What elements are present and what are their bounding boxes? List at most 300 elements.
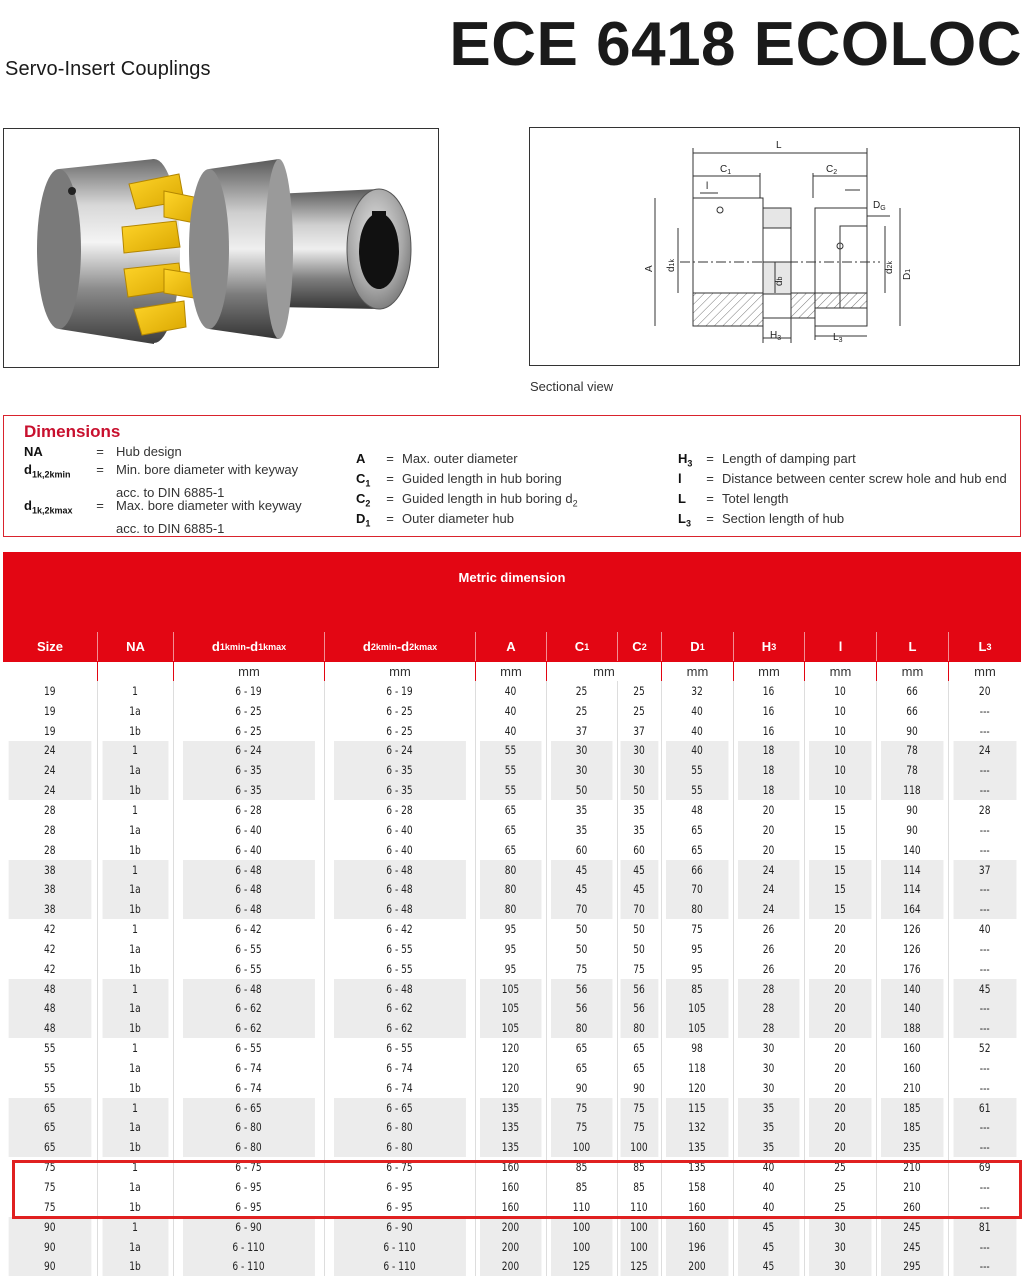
table-cell: 24 bbox=[737, 879, 799, 899]
table-cell: 20 bbox=[737, 800, 799, 820]
table-cell: 26 bbox=[737, 939, 799, 959]
table-cell: 65 bbox=[9, 1098, 92, 1118]
table-cell: 50 bbox=[550, 919, 612, 939]
table-cell: 210 bbox=[880, 1157, 943, 1177]
svg-text:C2: $C_2$ bbox=[826, 164, 838, 176]
table-cell: 6 - 95 bbox=[333, 1177, 466, 1197]
legend-d-min: $d_{1k,2kmin}$ = Min. bore diameter with keyway acc. to DIN 6885-1 bbox=[24, 462, 299, 500]
table-cell: 158 bbox=[665, 1177, 728, 1197]
table-cell: 1b bbox=[102, 840, 169, 860]
table-cell: 6 - 80 bbox=[333, 1118, 466, 1138]
table-cell: 1b bbox=[102, 721, 169, 741]
table-cell: 160 bbox=[880, 1038, 943, 1058]
table-cell: 1b bbox=[102, 1078, 169, 1098]
table-cell: 105 bbox=[479, 1018, 541, 1038]
table-cell: 81 bbox=[952, 1217, 1016, 1237]
table-cell: 40 bbox=[737, 1177, 799, 1197]
table-cell: 6 - 19 bbox=[333, 681, 466, 701]
table-cell: 30 bbox=[737, 1058, 799, 1078]
table-cell: 6 - 48 bbox=[182, 879, 315, 899]
table-cell: 95 bbox=[479, 919, 541, 939]
col-size: Size bbox=[36, 639, 63, 654]
table-cell: 28 bbox=[737, 999, 799, 1019]
table-cell: 42 bbox=[43, 961, 56, 976]
table-cell: 75 bbox=[43, 1199, 56, 1214]
table-cell: 6 - 25 bbox=[333, 721, 466, 741]
table-cell: 200 bbox=[479, 1217, 541, 1237]
table-cell: 1 bbox=[102, 919, 169, 939]
svg-text:db: db bbox=[774, 276, 785, 286]
table-cell: 6 - 110 bbox=[182, 1256, 315, 1276]
table-cell: 6 - 42 bbox=[182, 919, 315, 939]
table-cell: 6 - 75 bbox=[182, 1157, 315, 1177]
table-row bbox=[3, 820, 1021, 840]
svg-text:d2k: d2k bbox=[884, 261, 895, 274]
table-cell: 20 bbox=[737, 820, 799, 840]
table-cell: 140 bbox=[880, 840, 943, 860]
unit-h3: mm bbox=[733, 661, 804, 681]
table-cell: 15 bbox=[808, 800, 871, 820]
table-cell: 6 - 62 bbox=[333, 999, 466, 1019]
table-cell: 1a bbox=[102, 1058, 169, 1078]
table-cell: 6 - 95 bbox=[333, 1197, 466, 1217]
table-cell: 32 bbox=[665, 681, 728, 701]
table-cell: 15 bbox=[808, 860, 871, 880]
table-cell: 1 bbox=[102, 681, 169, 701]
table-cell: 35 bbox=[550, 820, 612, 840]
table-cell: 26 bbox=[737, 959, 799, 979]
table-cell: 75 bbox=[620, 1118, 659, 1138]
table-cell: 45 bbox=[952, 979, 1016, 999]
table-cell: 6 - 40 bbox=[182, 840, 315, 860]
table-cell: 30 bbox=[808, 1217, 871, 1237]
table-cell: 30 bbox=[808, 1237, 871, 1257]
table-cell: 45 bbox=[737, 1217, 799, 1237]
table-cell: 85 bbox=[620, 1177, 659, 1197]
table-cell: 56 bbox=[550, 979, 612, 999]
table-cell: --- bbox=[952, 1177, 1016, 1197]
table-cell: 132 bbox=[665, 1118, 728, 1138]
table-cell: 35 bbox=[550, 800, 612, 820]
table-cell: 40 bbox=[665, 701, 728, 721]
table-cell: 65 bbox=[9, 1118, 92, 1138]
table-cell: 1a bbox=[102, 760, 169, 780]
table-cell: 105 bbox=[665, 1018, 728, 1038]
table-cell: 75 bbox=[550, 959, 612, 979]
unit-d2k: mm bbox=[324, 661, 475, 681]
table-cell: 1b bbox=[102, 1256, 169, 1276]
table-cell: 10 bbox=[808, 721, 871, 741]
svg-text:DG: $D_G$ bbox=[873, 200, 886, 212]
table-cell: 35 bbox=[737, 1098, 799, 1118]
table-cell: 65 bbox=[550, 1038, 612, 1058]
table-cell: 65 bbox=[665, 820, 728, 840]
table-cell: 20 bbox=[808, 999, 871, 1019]
table-cell: --- bbox=[952, 1237, 1016, 1257]
table-cell: --- bbox=[952, 959, 1016, 979]
table-cell: 25 bbox=[620, 681, 659, 701]
table-cell: 65 bbox=[479, 840, 541, 860]
table-cell: 56 bbox=[620, 999, 659, 1019]
table-cell: 6 - 75 bbox=[333, 1157, 466, 1177]
table-cell: 18 bbox=[737, 741, 799, 761]
table-cell: 20 bbox=[808, 1038, 871, 1058]
table-cell: 6 - 55 bbox=[182, 1038, 315, 1058]
table-cell: 48 bbox=[9, 1018, 92, 1038]
page-subtitle: Servo-Insert Couplings bbox=[5, 58, 211, 80]
table-cell: 6 - 25 bbox=[182, 701, 315, 721]
table-cell: 6 - 80 bbox=[182, 1118, 315, 1138]
table-cell: 1 bbox=[102, 860, 169, 880]
table-cell: 35 bbox=[737, 1118, 799, 1138]
table-cell: 20 bbox=[808, 1078, 871, 1098]
table-cell: 90 bbox=[550, 1078, 612, 1098]
table-cell: 66 bbox=[880, 681, 943, 701]
table-cell: --- bbox=[952, 899, 1016, 919]
table-cell: 6 - 110 bbox=[333, 1256, 466, 1276]
table-cell: 20 bbox=[737, 840, 799, 860]
table-cell: 20 bbox=[808, 1098, 871, 1118]
table-cell: 196 bbox=[665, 1237, 728, 1257]
table-cell: 50 bbox=[550, 939, 612, 959]
table-cell: 100 bbox=[620, 1137, 659, 1157]
table-row bbox=[3, 840, 1021, 860]
table-cell: 25 bbox=[808, 1177, 871, 1197]
table-cell: --- bbox=[952, 840, 1016, 860]
table-cell: 85 bbox=[620, 1157, 659, 1177]
table-cell: 25 bbox=[620, 701, 659, 721]
table-cell: 55 bbox=[479, 780, 541, 800]
col-c2: C 2 bbox=[617, 632, 661, 661]
table-cell: 1b bbox=[102, 1197, 169, 1217]
col-h3: H 3 bbox=[733, 632, 804, 661]
legend-na: NA = Hub design bbox=[24, 444, 182, 459]
table-row bbox=[3, 1118, 1021, 1138]
table-cell: 80 bbox=[620, 1018, 659, 1038]
table-cell: 135 bbox=[665, 1157, 728, 1177]
table-cell: 18 bbox=[737, 760, 799, 780]
table-row bbox=[3, 1177, 1021, 1197]
table-cell: 6 - 48 bbox=[333, 979, 466, 999]
table-cell: 1b bbox=[102, 1137, 169, 1157]
table-cell: 20 bbox=[808, 1018, 871, 1038]
table-cell: 6 - 24 bbox=[333, 741, 466, 761]
table-cell: 45 bbox=[550, 879, 612, 899]
table-cell: 120 bbox=[479, 1038, 541, 1058]
table-cell: 19 bbox=[43, 703, 56, 718]
table-cell: 6 - 55 bbox=[182, 959, 315, 979]
table-cell: 1 bbox=[102, 1217, 169, 1237]
sectional-view-caption: Sectional view bbox=[530, 379, 614, 394]
table-cell: 6 - 110 bbox=[182, 1237, 315, 1257]
table-cell: 6 - 35 bbox=[333, 760, 466, 780]
table-cell: 20 bbox=[808, 1058, 871, 1078]
table-cell: 95 bbox=[479, 939, 541, 959]
table-cell: 90 bbox=[880, 820, 943, 840]
table-cell: --- bbox=[952, 1256, 1016, 1276]
table-cell: 85 bbox=[550, 1157, 612, 1177]
table-cell: 20 bbox=[808, 1118, 871, 1138]
product-photo bbox=[3, 128, 439, 368]
table-cell: 78 bbox=[880, 741, 943, 761]
table-cell: 25 bbox=[550, 701, 612, 721]
table-cell: 42 bbox=[43, 922, 56, 937]
table-row bbox=[3, 1098, 1021, 1118]
table-row bbox=[3, 1018, 1021, 1038]
table-cell: 24 bbox=[9, 741, 92, 761]
table-cell: 30 bbox=[737, 1038, 799, 1058]
legend-d-max: $d_{1k,2kmax}$ = Max. bore diameter with keyway acc. to DIN 6885-1 bbox=[24, 498, 302, 536]
table-cell: 80 bbox=[479, 860, 541, 880]
table-cell: 120 bbox=[665, 1078, 728, 1098]
table-cell: 160 bbox=[665, 1217, 728, 1237]
table-cell: 105 bbox=[665, 999, 728, 1019]
table-cell: 1a bbox=[102, 939, 169, 959]
table-cell: 245 bbox=[880, 1237, 943, 1257]
unit-d1: mm bbox=[661, 661, 733, 681]
table-cell: 6 - 55 bbox=[333, 959, 466, 979]
table-row bbox=[3, 1157, 1021, 1177]
table-cell: 1a bbox=[102, 1177, 169, 1197]
table-cell: 19 bbox=[43, 723, 56, 738]
table-cell: 85 bbox=[550, 1177, 612, 1197]
table-cell: 80 bbox=[550, 1018, 612, 1038]
legend-h3: $H_3$ = Length of damping part bbox=[678, 451, 856, 469]
table-cell: 50 bbox=[620, 919, 659, 939]
table-cell: 6 - 42 bbox=[333, 919, 466, 939]
table-cell: 30 bbox=[737, 1078, 799, 1098]
table-cell: 1b bbox=[102, 959, 169, 979]
table-cell: 60 bbox=[620, 840, 659, 860]
table-row bbox=[3, 1256, 1021, 1276]
table-cell: 10 bbox=[808, 701, 871, 721]
col-d2k: d 2kmin -d 2kmax bbox=[324, 632, 475, 661]
table-cell: 200 bbox=[479, 1237, 541, 1257]
table-cell: 118 bbox=[880, 780, 943, 800]
table-cell: 6 - 80 bbox=[182, 1137, 315, 1157]
table-cell: 6 - 48 bbox=[182, 899, 315, 919]
table-cell: 55 bbox=[479, 760, 541, 780]
table-cell: 16 bbox=[737, 721, 799, 741]
table-cell: 25 bbox=[808, 1157, 871, 1177]
table-cell: 37 bbox=[952, 860, 1016, 880]
table-cell: 24 bbox=[737, 860, 799, 880]
table-cell: 185 bbox=[880, 1118, 943, 1138]
table-cell: 6 - 35 bbox=[182, 760, 315, 780]
table-cell: 135 bbox=[479, 1137, 541, 1157]
table-cell: 6 - 48 bbox=[182, 979, 315, 999]
table-cell: 6 - 19 bbox=[182, 681, 315, 701]
table-row bbox=[3, 879, 1021, 899]
table-cell: 50 bbox=[620, 780, 659, 800]
table-cell: 295 bbox=[880, 1256, 943, 1276]
table-cell: 135 bbox=[479, 1118, 541, 1138]
svg-text:L3: $L_3$ bbox=[833, 332, 843, 344]
table-cell: 65 bbox=[665, 840, 728, 860]
table-cell: 55 bbox=[43, 1060, 56, 1075]
table-header bbox=[3, 552, 1021, 681]
table-cell: 6 - 35 bbox=[182, 780, 315, 800]
table-cell: 260 bbox=[880, 1197, 943, 1217]
table-cell: 24 bbox=[952, 741, 1016, 761]
table-cell: 1 bbox=[102, 1038, 169, 1058]
coupling-illustration bbox=[4, 129, 439, 368]
table-cell: 98 bbox=[665, 1038, 728, 1058]
table-cell: 66 bbox=[665, 860, 728, 880]
table-cell: 15 bbox=[808, 879, 871, 899]
table-cell: 6 - 55 bbox=[333, 939, 466, 959]
table-cell: 20 bbox=[952, 681, 1016, 701]
table-cell: 1b bbox=[102, 1018, 169, 1038]
table-cell: 135 bbox=[665, 1137, 728, 1157]
table-cell: 65 bbox=[620, 1058, 659, 1078]
table-cell: 100 bbox=[620, 1217, 659, 1237]
table-cell: 126 bbox=[880, 939, 943, 959]
table-cell: 95 bbox=[665, 959, 728, 979]
table-cell: 75 bbox=[550, 1098, 612, 1118]
table-row bbox=[3, 919, 1021, 939]
table-row bbox=[3, 760, 1021, 780]
table-cell: 118 bbox=[665, 1058, 728, 1078]
table-cell: 80 bbox=[479, 879, 541, 899]
table-cell: 15 bbox=[808, 820, 871, 840]
table-cell: 176 bbox=[880, 959, 943, 979]
table-cell: 140 bbox=[880, 999, 943, 1019]
table-cell: 160 bbox=[479, 1197, 541, 1217]
table-cell: 1a bbox=[102, 701, 169, 721]
table-cell: 120 bbox=[479, 1078, 541, 1098]
table-cell: 1b bbox=[102, 899, 169, 919]
table-cell: 6 - 48 bbox=[182, 860, 315, 880]
table-cell: --- bbox=[952, 1018, 1016, 1038]
svg-text:H3: $H_3$ bbox=[770, 330, 782, 342]
table-cell: 110 bbox=[620, 1197, 659, 1217]
table-row bbox=[3, 1237, 1021, 1257]
table-cell: --- bbox=[952, 780, 1016, 800]
unit-na bbox=[97, 661, 173, 681]
table-cell: 6 - 40 bbox=[182, 820, 315, 840]
dimensions-legend bbox=[3, 415, 1021, 537]
legend-l: l = Distance between center screw hole and hub end bbox=[678, 471, 1007, 486]
table-cell: 19 bbox=[43, 683, 56, 698]
table-cell: 114 bbox=[880, 860, 943, 880]
col-d1: D 1 bbox=[661, 632, 733, 661]
table-cell: 24 bbox=[737, 899, 799, 919]
table-cell: 40 bbox=[737, 1197, 799, 1217]
table-cell: 35 bbox=[620, 820, 659, 840]
table-cell: 30 bbox=[550, 760, 612, 780]
table-cell: 48 bbox=[9, 979, 92, 999]
table-cell: 1 bbox=[102, 741, 169, 761]
table-cell: 6 - 95 bbox=[182, 1197, 315, 1217]
unit-size bbox=[3, 661, 97, 681]
table-cell: 126 bbox=[880, 919, 943, 939]
table-cell: 37 bbox=[620, 721, 659, 741]
table-cell: 120 bbox=[479, 1058, 541, 1078]
table-cell: 18 bbox=[737, 780, 799, 800]
table-cell: 235 bbox=[880, 1137, 943, 1157]
table-cell: 6 - 55 bbox=[333, 1038, 466, 1058]
table-cell: 1a bbox=[102, 1237, 169, 1257]
table-cell: 65 bbox=[620, 1038, 659, 1058]
table-cell: 66 bbox=[880, 701, 943, 721]
table-cell: 6 - 48 bbox=[333, 860, 466, 880]
table-title: Metric dimension bbox=[458, 570, 566, 585]
unit-a: mm bbox=[475, 661, 546, 681]
table-cell: 30 bbox=[808, 1256, 871, 1276]
table-cell: 6 - 65 bbox=[182, 1098, 315, 1118]
table-cell: 30 bbox=[550, 741, 612, 761]
table-cell: 6 - 62 bbox=[182, 1018, 315, 1038]
table-cell: 30 bbox=[620, 760, 659, 780]
table-cell: 55 bbox=[479, 741, 541, 761]
table-cell: 90 bbox=[9, 1237, 92, 1257]
table-cell: 110 bbox=[550, 1197, 612, 1217]
svg-text:d1k: d1k bbox=[666, 259, 677, 272]
table-cell: 55 bbox=[665, 760, 728, 780]
table-cell: 40 bbox=[952, 919, 1016, 939]
table-cell: 1b bbox=[102, 780, 169, 800]
table-row bbox=[3, 1078, 1021, 1098]
table-cell: 10 bbox=[808, 780, 871, 800]
table-cell: 164 bbox=[880, 899, 943, 919]
table-cell: --- bbox=[952, 1058, 1016, 1078]
table-cell: 37 bbox=[550, 721, 612, 741]
table-cell: 75 bbox=[550, 1118, 612, 1138]
col-a: A bbox=[475, 632, 546, 661]
table-cell: 38 bbox=[9, 899, 92, 919]
table-cell: --- bbox=[952, 939, 1016, 959]
table-row bbox=[3, 780, 1021, 800]
table-cell: 6 - 24 bbox=[182, 741, 315, 761]
col-d1k: d 1kmin -d 1kmax bbox=[173, 632, 324, 661]
page-title: ECE 6418 ECOLOC bbox=[449, 10, 1022, 79]
table-cell: 1 bbox=[102, 800, 169, 820]
table-cell: 210 bbox=[880, 1177, 943, 1197]
table-cell: 100 bbox=[550, 1237, 612, 1257]
table-row bbox=[3, 681, 1021, 701]
table-row bbox=[3, 999, 1021, 1019]
table-cell: 90 bbox=[9, 1256, 92, 1276]
table-cell: 6 - 28 bbox=[182, 800, 315, 820]
table-row bbox=[3, 1137, 1021, 1157]
table-cell: 70 bbox=[665, 879, 728, 899]
table-cell: 100 bbox=[550, 1217, 612, 1237]
table-cell: 1a bbox=[102, 879, 169, 899]
table-cell: 75 bbox=[620, 1098, 659, 1118]
table-cell: 75 bbox=[43, 1180, 56, 1195]
table-row bbox=[3, 800, 1021, 820]
table-row bbox=[3, 1058, 1021, 1078]
table-cell: 40 bbox=[665, 721, 728, 741]
unit-l3: mm bbox=[948, 661, 1021, 681]
sectional-view-drawing bbox=[529, 127, 1020, 366]
table-cell: 105 bbox=[479, 999, 541, 1019]
table-cell: 200 bbox=[479, 1256, 541, 1276]
col-L: L bbox=[876, 632, 948, 661]
table-cell: 200 bbox=[665, 1256, 728, 1276]
table-cell: 80 bbox=[665, 899, 728, 919]
table-cell: 65 bbox=[9, 1137, 92, 1157]
table-cell: 60 bbox=[550, 840, 612, 860]
table-cell: 6 - 95 bbox=[182, 1177, 315, 1197]
table-cell: 140 bbox=[880, 979, 943, 999]
table-cell: 45 bbox=[620, 879, 659, 899]
col-l: l bbox=[804, 632, 876, 661]
table-cell: 160 bbox=[479, 1177, 541, 1197]
table-cell: 125 bbox=[550, 1256, 612, 1276]
table-cell: 6 - 28 bbox=[333, 800, 466, 820]
